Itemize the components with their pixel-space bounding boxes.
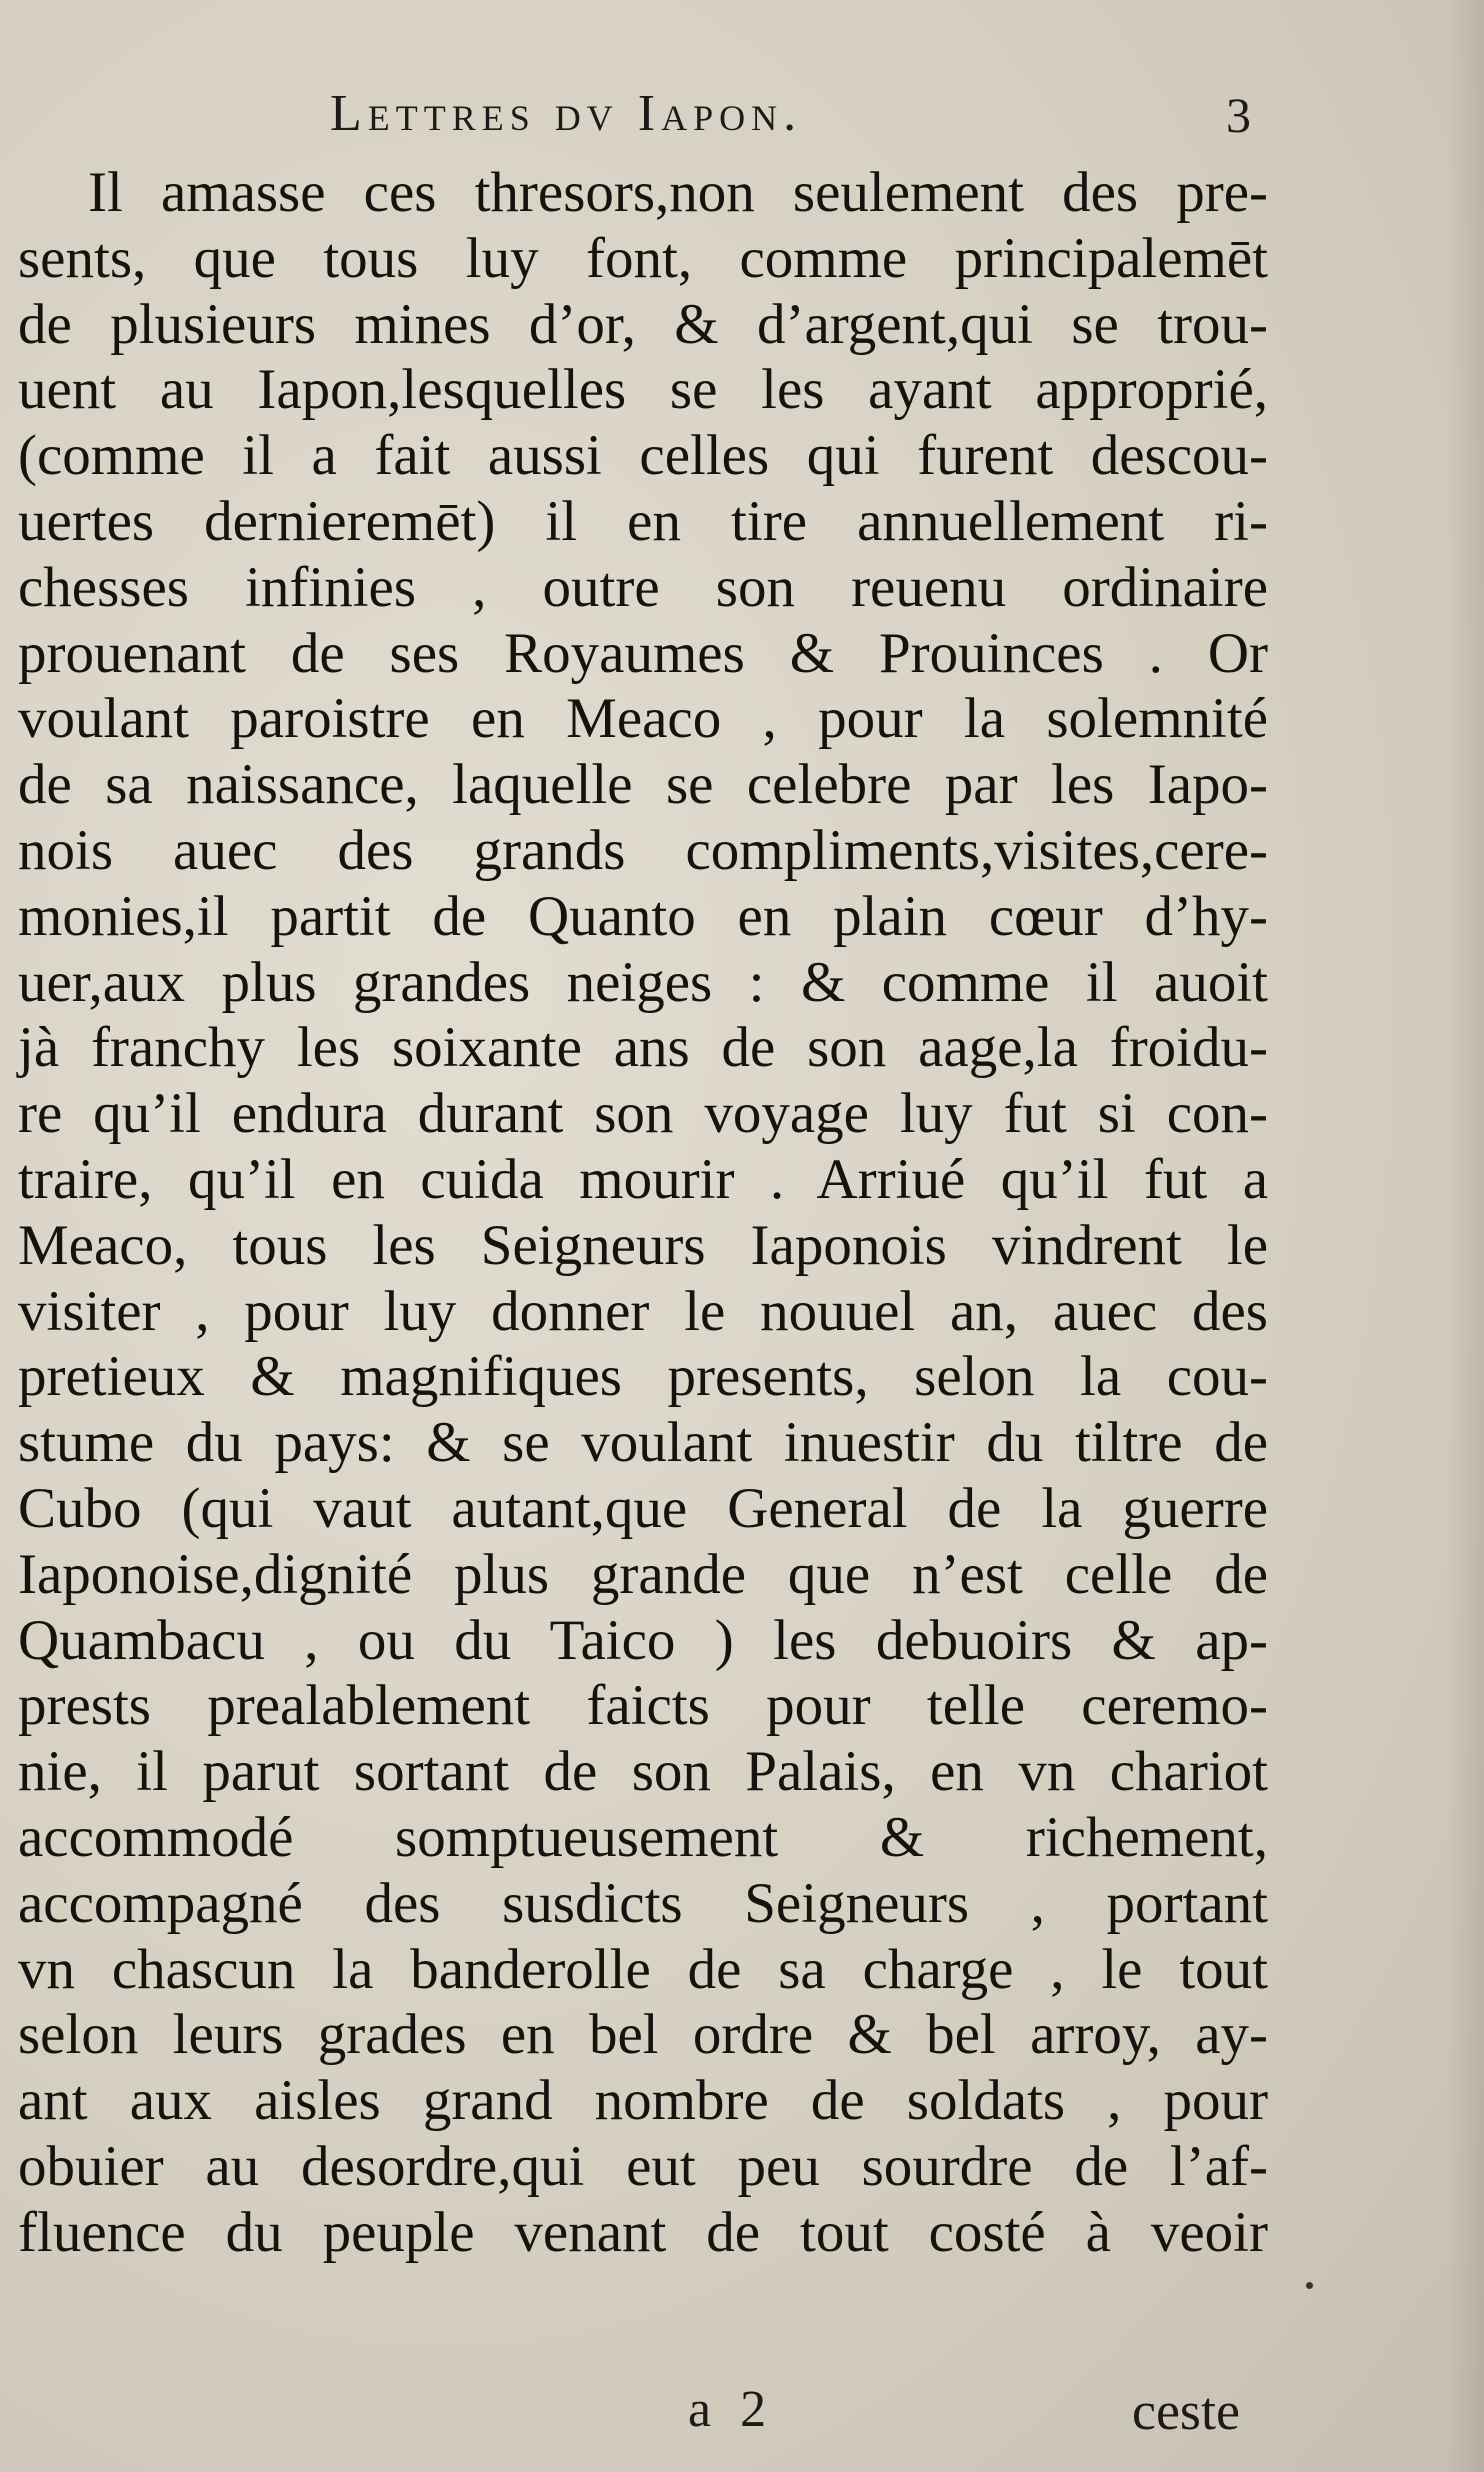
text-line: voulant paroistre en Meaco , pour la solemnité xyxy=(18,687,1268,751)
text-line: monies,il partit de Quanto en plain cœur d’hy- xyxy=(18,884,1268,948)
text-line: accompagné des susdicts Seigneurs , portant xyxy=(18,1871,1268,1935)
text-line: vn chascun la banderolle de sa charge , le tout xyxy=(18,1937,1268,2001)
text-line: re qu’il endura durant son voyage luy fut si con- xyxy=(18,1082,1268,1146)
text-line: nie, il parut sortant de son Palais, en vn chariot xyxy=(18,1740,1268,1804)
text-line: Il amasse ces thresors,non seulement des pre- xyxy=(88,161,1268,224)
catchword: ceste xyxy=(1132,2381,1240,2441)
text-line: visiter , pour luy donner le nouuel an, auec des xyxy=(18,1279,1268,1343)
signature-mark: a 2 xyxy=(688,2381,775,2438)
text-line: ant aux aisles grand nombre de soldats , pour xyxy=(18,2069,1268,2133)
text-line: Quambacu , ou du Taico ) les debuoirs & ap- xyxy=(18,1608,1268,1672)
text-line: uer,aux plus grandes neiges : & comme il auoit xyxy=(18,950,1268,1014)
text-line: prests prealablement faicts pour telle ceremo- xyxy=(18,1674,1268,1738)
text-line: jà franchy les soixante ans de son aage,la froidu- xyxy=(18,1016,1268,1080)
text-line: Meaco, tous les Seigneurs Iaponois vindrent le xyxy=(18,1213,1268,1277)
text-line: de sa naissance, laquelle se celebre par les Iapo- xyxy=(18,753,1268,817)
page-edge-shadow xyxy=(1446,0,1484,2472)
body-text xyxy=(18,160,1268,2266)
text-line: fluence du peuple venant de tout costé à veoir xyxy=(18,2200,1268,2264)
text-line: stume du pays: & se voulant inuestir du tiltre de xyxy=(18,1411,1268,1475)
running-title: Lettres dv Iapon. xyxy=(330,85,803,142)
text-line: uent au Iapon,lesquelles se les ayant approprié, xyxy=(18,358,1268,422)
text-line: selon leurs grades en bel ordre & bel arroy, ay- xyxy=(18,2003,1268,2067)
text-line: Cubo (qui vaut autant,que General de la guerre xyxy=(18,1476,1268,1540)
text-line: uertes dernieremēt) il en tire annuellement ri- xyxy=(18,489,1268,553)
text-line: obuier au desordre,qui eut peu sourdre de l’af- xyxy=(18,2134,1268,2198)
text-line: chesses infinies , outre son reuenu ordinaire xyxy=(18,555,1268,619)
page-number: 3 xyxy=(1226,87,1251,143)
text-line: Iaponoise,dignité plus grande que n’est celle de xyxy=(18,1542,1268,1606)
ink-speck xyxy=(1306,2282,1313,2289)
text-line: de plusieurs mines d’or, & d’argent,qui se trou- xyxy=(18,292,1268,356)
text-line: prouenant de ses Royaumes & Prouinces . Or xyxy=(18,621,1268,685)
text-line: accommodé somptueusement & richement, xyxy=(18,1805,1268,1869)
text-line: sents, que tous luy font, comme principalemēt xyxy=(18,226,1268,290)
text-line: pretieux & magnifiques presents, selon la cou- xyxy=(18,1345,1268,1409)
text-line: nois auec des grands compliments,visites,cere- xyxy=(18,818,1268,882)
text-line: traire, qu’il en cuida mourir . Arriué qu’il fut a xyxy=(18,1147,1268,1211)
text-line: (comme il a fait aussi celles qui furent descou- xyxy=(18,424,1268,488)
